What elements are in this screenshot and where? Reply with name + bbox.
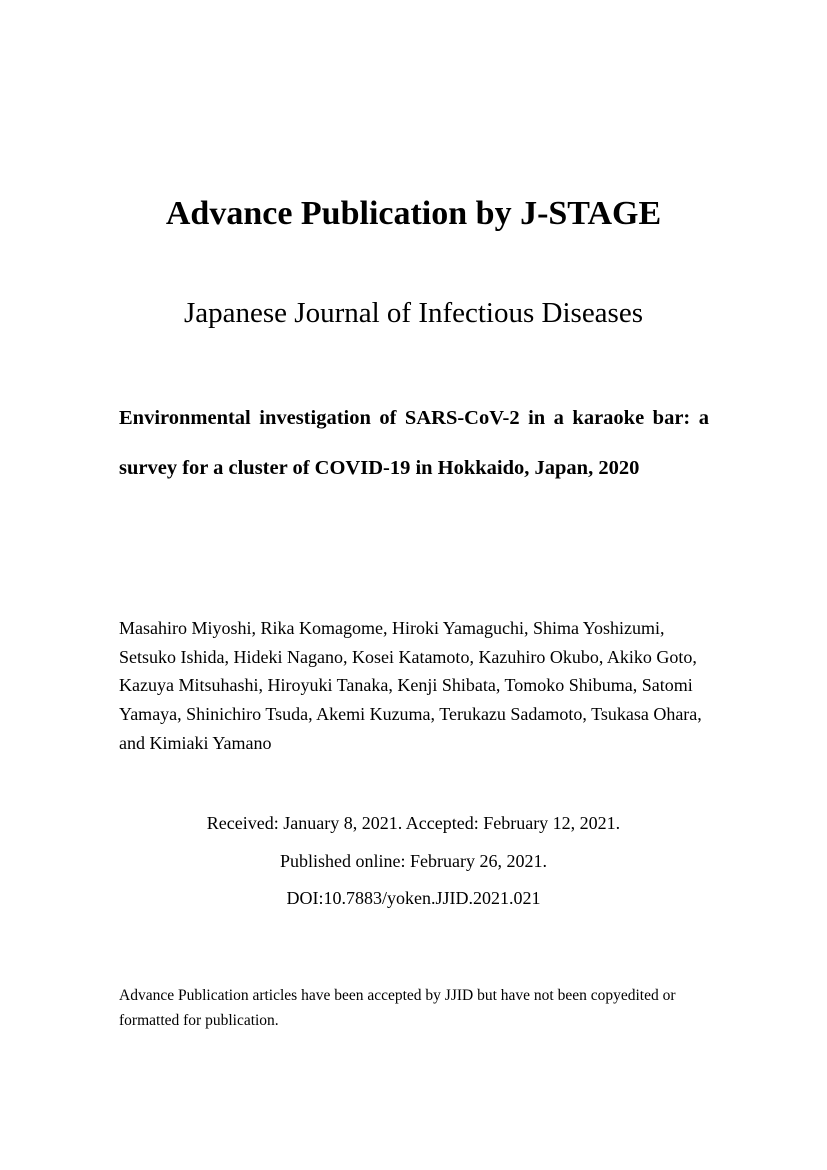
- author-list: Masahiro Miyoshi, Rika Komagome, Hiroki Yamaguchi, Shima Yoshizumi, Setsuko Ishida, Hideki Nagano, Kosei Katamoto, Kazuhiro Okubo, Akiko Goto, Kazuya Mitsuhashi, Hiroyuki Tanaka, Kenji Shibata, Tomoko Shibuma, Satomi Yamaya, Shinichiro Tsuda, Akemi Kuzuma, Terukazu Sadamoto, Tsukasa Ohara, and Kimiaki Yamano: [119, 618, 702, 753]
- publication-dates: [0, 805, 827, 918]
- published-online-date: Published online: February 26, 2021.: [280, 850, 547, 871]
- doi: DOI:10.7883/yoken.JJID.2021.021: [286, 888, 541, 908]
- article-title: Environmental investigation of SARS-CoV-2 in a karaoke bar: a survey for a cluster of COVID-19 in Hokkaido, Japan, 2020: [119, 407, 709, 479]
- advance-publication-banner: Advance Publication by J-STAGE: [165, 195, 662, 232]
- advance-publication-notice: Advance Publication articles have been accepted by JJID but have not been copyedited or formatted for publication.: [119, 987, 676, 1029]
- journal-name: Japanese Journal of Infectious Diseases: [183, 297, 643, 329]
- received-accepted-dates: Received: January 8, 2021. Accepted: February 12, 2021.: [206, 813, 621, 833]
